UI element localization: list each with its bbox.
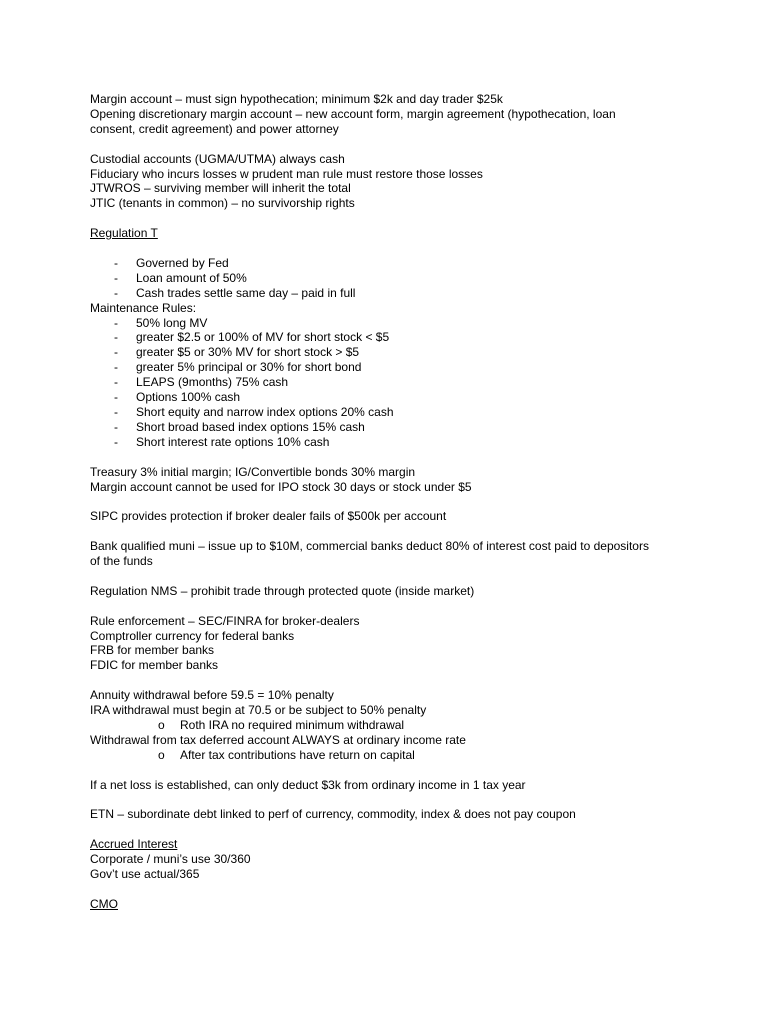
list-item: [90, 360, 690, 375]
list-item: [90, 330, 690, 345]
text-line: consent, credit agreement) and power attorney: [90, 121, 339, 136]
text-line: IRA withdrawal must begin at 70.5 or be subject to 50% penalty: [90, 703, 427, 718]
list-item-text: greater $5 or 30% MV for short stock > $5: [136, 345, 360, 360]
list-item-text: Short broad based index options 15% cash: [136, 419, 365, 434]
list-item-text: After tax contributions have return on capital: [180, 747, 415, 762]
list-item: [90, 286, 690, 301]
sub-list-item: [90, 748, 690, 763]
list-item-text: greater 5% principal or 30% for short bond: [136, 360, 362, 375]
list-item-text: Cash trades settle same day – paid in full: [136, 285, 356, 300]
bullet-marker: o: [158, 747, 165, 762]
list-item: [90, 345, 690, 360]
text-line: of the funds: [90, 554, 153, 568]
dash-marker: -: [114, 255, 118, 270]
dash-marker: -: [114, 404, 118, 419]
text-line: Withdrawal from tax deferred account ALWAYS at ordinary income rate: [90, 732, 466, 747]
text-line: Treasury 3% initial margin; IG/Convertible bonds 30% margin: [90, 464, 416, 479]
text-line: JTIC (tenants in common) – no survivorship rights: [90, 196, 355, 211]
text-line: Opening discretionary margin account – new account form, margin agreement (hypothecation, loan: [90, 106, 616, 121]
maintenance-label: Maintenance Rules:: [90, 300, 197, 315]
list-item-text: greater $2.5 or 100% of MV for short stock < $5: [136, 330, 390, 345]
text-line: Rule enforcement – SEC/FINRA for broker-dealers: [90, 613, 360, 628]
text-line: Annuity withdrawal before 59.5 = 10% penalty: [90, 688, 334, 703]
list-item: [90, 375, 690, 390]
text-line: FRB for member banks: [90, 643, 215, 658]
section-heading: CMO: [90, 896, 118, 911]
text-line: Corporate / muni’s use 30/360: [90, 852, 251, 867]
text-line: Gov’t use actual/365: [90, 866, 200, 881]
dash-marker: -: [114, 419, 118, 434]
list-item: [90, 256, 690, 271]
dash-marker: -: [114, 375, 118, 390]
dash-marker: -: [114, 390, 118, 405]
text-line: Custodial accounts (UGMA/UTMA) always cash: [90, 151, 345, 166]
text-line: SIPC provides protection if broker dealer fails of $500k per account: [90, 509, 447, 524]
dash-marker: -: [114, 285, 118, 300]
section-heading: Regulation T: [90, 226, 158, 241]
list-item: [90, 390, 690, 405]
text-line: Margin account cannot be used for IPO stock 30 days or stock under $5: [90, 479, 472, 494]
list-item: [90, 271, 690, 286]
list-item-text: 50% long MV: [136, 315, 208, 330]
list-item-text: Short equity and narrow index options 20% cash: [136, 404, 394, 419]
dash-marker: -: [114, 315, 118, 330]
list-item-text: Options 100% cash: [136, 390, 241, 405]
text-line: JTWROS – surviving member will inherit the total: [90, 181, 351, 196]
list-item-text: LEAPS (9months) 75% cash: [136, 375, 289, 390]
text-line: Bank qualified muni – issue up to $10M, commercial banks deduct 80% of interest cost paid to depositors: [90, 539, 649, 554]
text-line: Margin account – must sign hypothecation; minimum $2k and day trader $25k: [90, 92, 503, 106]
list-item-text: Loan amount of 50%: [136, 270, 247, 285]
list-item: [90, 316, 690, 331]
dash-marker: -: [114, 270, 118, 285]
text-line: ETN – subordinate debt linked to perf of currency, commodity, index & does not pay coupon: [90, 807, 576, 822]
list-item: [90, 435, 690, 450]
section-heading: Accrued Interest: [90, 837, 178, 852]
text-line: Fiduciary who incurs losses w prudent man rule must restore those losses: [90, 166, 483, 181]
sub-list-item: [90, 718, 690, 733]
dash-marker: -: [114, 434, 118, 449]
text-line: Comptroller currency for federal banks: [90, 628, 295, 643]
list-item: [90, 420, 690, 435]
bullet-marker: o: [158, 717, 165, 732]
dash-marker: -: [114, 345, 118, 360]
text-line: Regulation NMS – prohibit trade through protected quote (inside market): [90, 583, 475, 598]
dash-marker: -: [114, 330, 118, 345]
document-page: [90, 92, 690, 912]
dash-marker: -: [114, 360, 118, 375]
text-line: If a net loss is established, can only deduct $3k from ordinary income in 1 tax year: [90, 777, 526, 792]
list-item-text: Roth IRA no required minimum withdrawal: [180, 717, 405, 732]
text-line: FDIC for member banks: [90, 658, 219, 673]
list-item: [90, 405, 690, 420]
list-item-text: Short interest rate options 10% cash: [136, 434, 330, 449]
list-item-text: Governed by Fed: [136, 255, 229, 270]
